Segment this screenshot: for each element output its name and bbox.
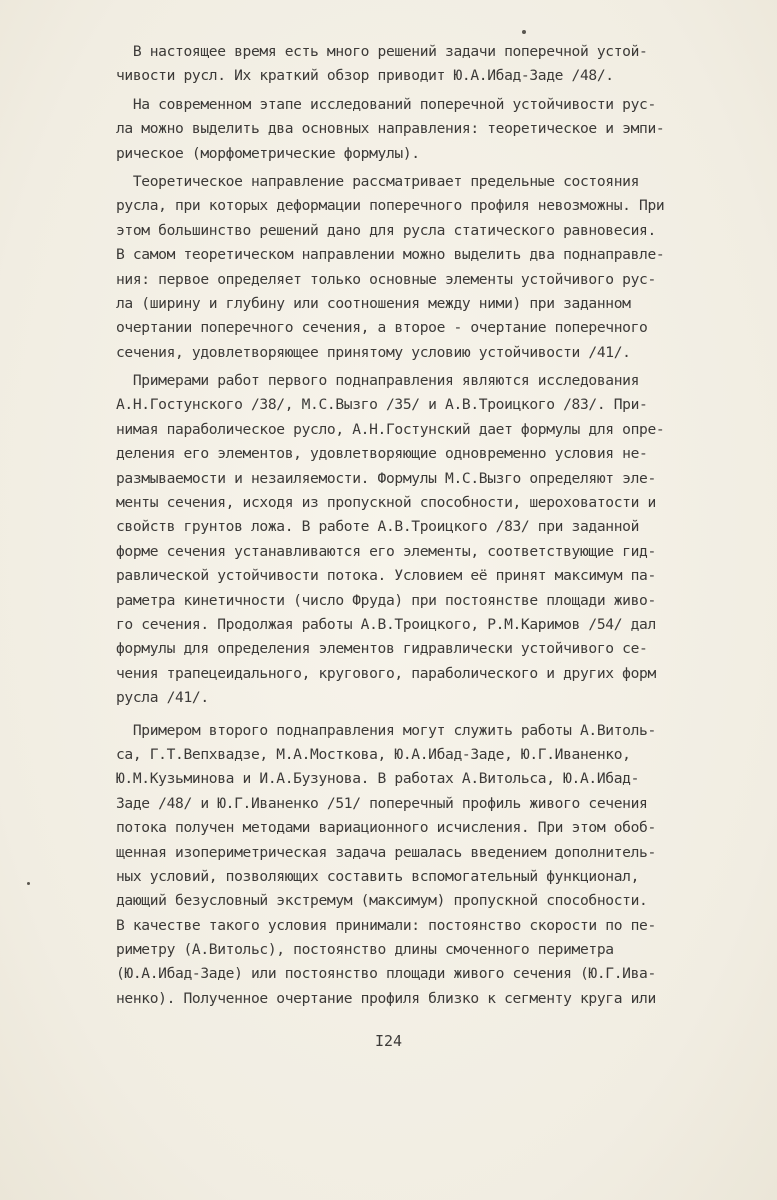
text-line: потока получен методами вариационного исчисления. При этом обоб-: [116, 819, 656, 837]
text-line: На современном этапе исследований поперечной устойчивости рус-: [116, 95, 656, 113]
text-line: Примером второго поднаправления могут служить работы А.Витоль-: [116, 721, 656, 739]
text-line: Ю.М.Кузьминова и И.А.Бузунова. В работах А.Витольса, Ю.А.Ибад-: [116, 770, 640, 788]
text-line: равлической устойчивости потока. Условием её принят максимум па-: [116, 567, 656, 585]
text-line: формулы для определения элементов гидравлически устойчивого се-: [116, 640, 648, 658]
text-line: ненко). Полученное очертание профиля близко к сегменту круга или: [116, 989, 656, 1007]
text-line: дающий безусловный экстремум (максимум) пропускной способности.: [116, 892, 648, 910]
text-line: русла /41/.: [116, 689, 209, 707]
page-number: I24: [374, 1032, 403, 1050]
text-line: В настоящее время есть много решений задачи поперечной устой-: [116, 43, 648, 60]
text-line: размываемости и незаиляемости. Формулы М.С.Вызго определяют эле-: [116, 469, 656, 487]
text-line: чения трапецеидального, кругового, параболического и других форм: [116, 664, 656, 682]
text-line: русла, при которых деформации поперечного профиля невозможны. При: [116, 197, 665, 215]
text-line: Примерами работ первого поднаправления являются исследования: [116, 372, 640, 390]
text-line: менты сечения, исходя из пропускной способности, шероховатости и: [116, 494, 656, 512]
text-line: раметра кинетичности (число Фруда) при постоянстве площади живо-: [116, 591, 656, 609]
text-line: чивости русл. Их краткий обзор приводит Ю.А.Ибад-Заде /48/.: [116, 67, 614, 85]
text-line: этом большинство решений дано для русла статического равновесия.: [116, 221, 656, 239]
text-line: са, Г.Т.Вепхвадзе, М.А.Мосткова, Ю.А.Ибад-Заде, Ю.Г.Иваненко,: [116, 745, 631, 763]
text-line: нимая параболическое русло, А.Н.Гостунский дает формулы для опре-: [116, 420, 665, 438]
text-line: риметру (А.Витольс), постоянство длины смоченного периметра: [116, 941, 614, 959]
text-line: го сечения. Продолжая работы А.В.Троицкого, Р.М.Каримов /54/ дал: [116, 615, 656, 633]
text-line: рическое (морфометрические формулы).: [116, 144, 420, 162]
ink-speck: [27, 882, 30, 885]
text-line: ния: первое определяет только основные элементы устойчивого рус-: [116, 270, 656, 288]
text-line: щенная изопериметрическая задача решалась введением дополнитель-: [116, 843, 656, 861]
text-line: В качестве такого условия принимали: постоянство скорости по пе-: [116, 916, 656, 934]
text-line: (Ю.А.Ибад-Заде) или постоянство площади живого сечения (Ю.Г.Ива-: [116, 965, 656, 983]
text-line: Теоретическое направление рассматривает предельные состояния: [116, 172, 640, 190]
body-text: [116, 40, 754, 1011]
text-line: Заде /48/ и Ю.Г.Иваненко /51/ поперечный профиль живого сечения: [116, 794, 648, 812]
text-line: А.Н.Гостунского /38/, М.С.Вызго /35/ и А.В.Троицкого /83/. При-: [116, 396, 648, 414]
text-line: ных условий, позволяющих составить вспомогательный функционал,: [116, 867, 640, 885]
text-line: ла (ширину и глубину или соотношения между ними) при заданном: [116, 294, 631, 312]
text-line: форме сечения устанавливаются его элементы, соответствующие гид-: [116, 542, 656, 560]
text-line: деления его элементов, удовлетворяющие одновременно условия не-: [116, 445, 648, 463]
ink-speck: [522, 30, 526, 34]
text-line: очертании поперечного сечения, а второе - очертание поперечного: [116, 319, 648, 337]
text-line: В самом теоретическом направлении можно выделить два поднаправле-: [116, 246, 665, 264]
text-line: сечения, удовлетворяющее принятому условию устойчивости /41/.: [116, 343, 631, 361]
text-line: свойств грунтов ложа. В работе А.В.Троицкого /83/ при заданной: [116, 518, 640, 536]
text-line: ла можно выделить два основных направления: теоретическое и эмпи-: [116, 120, 665, 138]
